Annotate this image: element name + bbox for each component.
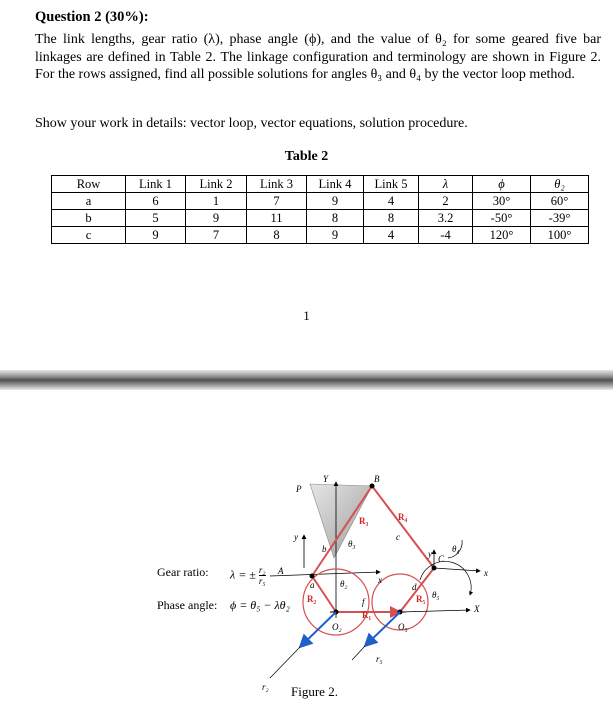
r5-leader — [352, 646, 365, 660]
label-o2: O₂ — [332, 622, 342, 632]
cell: 30° — [473, 193, 531, 210]
link-data-table — [51, 175, 589, 244]
cell: -4 — [419, 227, 473, 244]
document-page-2 — [0, 390, 613, 720]
cell: 3.2 — [419, 210, 473, 227]
label-r4: R₄ — [398, 512, 408, 522]
table-header-row — [52, 176, 589, 193]
label-r3: R₃ — [359, 516, 369, 526]
cell: -39° — [531, 210, 589, 227]
x-axis — [270, 572, 380, 576]
label-theta4: θ₄ — [452, 544, 460, 554]
label-a: A — [278, 566, 284, 576]
label-r5: R₅ — [416, 594, 426, 604]
pivot-b — [370, 484, 375, 489]
cell: 2 — [419, 193, 473, 210]
cell: 60° — [531, 193, 589, 210]
label-b: B — [374, 474, 380, 484]
gear-ratio-numerator: r₂ — [258, 565, 266, 575]
page-separator — [0, 370, 613, 390]
cell: 6 — [126, 193, 186, 210]
header-link1: Link 1 — [126, 176, 186, 193]
label-x-big: X — [474, 604, 480, 614]
vector-r4 — [372, 486, 434, 568]
cell: 5 — [126, 210, 186, 227]
cell: 4 — [364, 227, 419, 244]
label-y-lower: y — [294, 532, 298, 542]
table-row — [52, 210, 589, 227]
label-r5-gear: r₅ — [376, 654, 383, 664]
label-a-link: a — [310, 580, 315, 590]
cell: 100° — [531, 227, 589, 244]
label-d-link: d — [412, 582, 417, 592]
label-y-upper: Y — [323, 474, 329, 484]
cell: -50° — [473, 210, 531, 227]
phase-angle-formula: ϕ = θ₅ − λθ₂ — [230, 598, 290, 612]
cell: 8 — [364, 210, 419, 227]
label-o5: O₅ — [398, 622, 408, 632]
label-x: x — [378, 575, 382, 585]
question-intro: The link lengths, gear ratio (λ), phase angle (ϕ), and the value of θ₂ for some geared five bar linkages are defined in Table 2. The linkage configuration and terminology are shown in Figure 2. For the rows assigned, find all possible solutions for angles θ₃ and θ₄ by the vector loop method. — [35, 32, 601, 82]
cell: 4 — [364, 193, 419, 210]
label-theta5: θ₅ — [432, 590, 440, 600]
c-x-axis — [434, 568, 480, 571]
label-x-right: x — [484, 568, 488, 578]
label-p: P — [296, 484, 302, 494]
table-title: Table 2 — [284, 149, 329, 164]
label-r2-gear: r₂ — [262, 682, 269, 692]
label-b-link: b — [322, 544, 327, 554]
label-r1: R₁ — [362, 610, 372, 620]
header-phi: ϕ — [473, 176, 531, 193]
cell: 9 — [126, 227, 186, 244]
cell: 8 — [247, 227, 307, 244]
page-number: 1 — [303, 308, 310, 323]
question-heading: Question 2 (30%): — [35, 9, 149, 25]
header-link4: Link 4 — [307, 176, 364, 193]
header-theta2: θ₂ — [531, 176, 589, 193]
label-f-link: f — [362, 597, 365, 607]
label-c-link: c — [396, 532, 400, 542]
cell: c — [52, 227, 126, 244]
cell: 11 — [247, 210, 307, 227]
cell: 9 — [307, 227, 364, 244]
cell: 120° — [473, 227, 531, 244]
cell: 7 — [247, 193, 307, 210]
table-row — [52, 227, 589, 244]
pivot-a — [310, 574, 315, 579]
label-r2: R₂ — [307, 594, 317, 604]
header-link3: Link 3 — [247, 176, 307, 193]
o5-x-axis — [400, 610, 470, 612]
r2-leader — [270, 647, 300, 678]
theta5-arc — [420, 561, 471, 595]
phase-angle-label: Phase angle: — [157, 598, 218, 612]
cell: 8 — [307, 210, 364, 227]
question-instruction: Show your work in details: vector loop, vector equations, solution procedure. — [35, 116, 468, 131]
header-link5: Link 5 — [364, 176, 419, 193]
header-lambda: λ — [419, 176, 473, 193]
linkage-diagram — [0, 390, 613, 720]
label-c: C — [438, 554, 445, 564]
label-theta3: θ₃ — [348, 539, 356, 549]
cell: b — [52, 210, 126, 227]
cell: 1 — [186, 193, 247, 210]
header-link2: Link 2 — [186, 176, 247, 193]
figure-caption: Figure 2. — [291, 684, 338, 699]
label-y-right: y — [428, 549, 432, 559]
cell: 7 — [186, 227, 247, 244]
header-row: Row — [52, 176, 126, 193]
table-row — [52, 193, 589, 210]
label-theta2: θ₂ — [340, 579, 348, 589]
gear-ratio-denominator: r₅ — [258, 576, 266, 586]
cell: 9 — [307, 193, 364, 210]
cell: 9 — [186, 210, 247, 227]
gear-ratio-label: Gear ratio: — [157, 565, 209, 579]
gear-ratio-lhs: λ = ± — [230, 567, 256, 582]
vector-r2-gear — [300, 612, 336, 647]
cell: a — [52, 193, 126, 210]
